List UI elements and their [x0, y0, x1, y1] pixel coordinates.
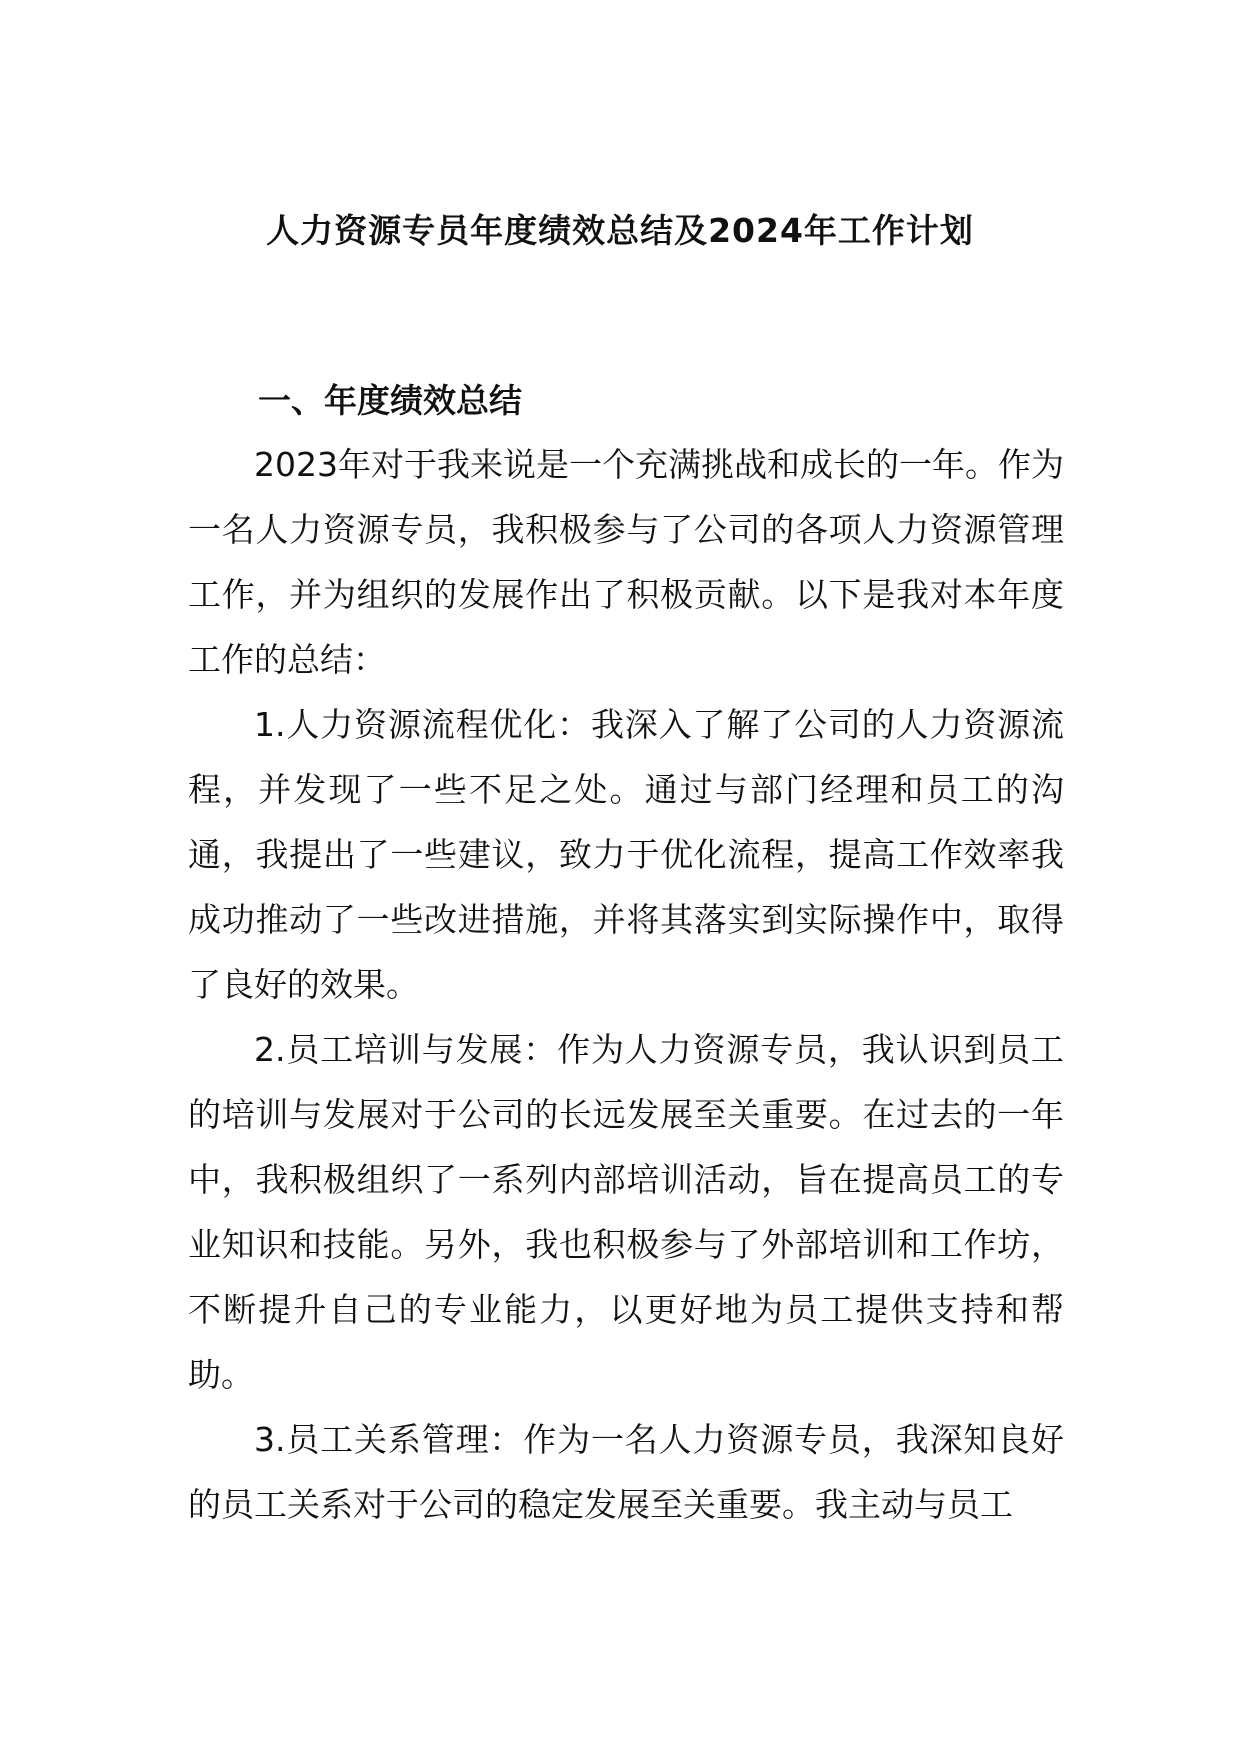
paragraph-item-3: 3.员工关系管理：作为一名人力资源专员，我深知良好的员工关系对于公司的稳定发展至关重要。我主动与员工: [188, 1420, 1064, 1524]
paragraph-item-1: 1.人力资源流程优化：我深入了解了公司的人力资源流程，并发现了一些不足之处。通过与部门经理和员工的沟通，我提出了一些建议，致力于优化流程，提高工作效率我成功推动了一些改进措施，并将其落实到实际操作中，取得了良好的效果。: [188, 705, 1064, 1004]
section-heading: 一、年度绩效总结: [258, 381, 522, 420]
document-body: [188, 432, 1064, 1537]
document-title: 人力资源专员年度绩效总结及2024年工作计划: [266, 211, 974, 250]
paragraph-item-2: 2.员工培训与发展：作为人力资源专员，我认识到员工的培训与发展对于公司的长远发展至关重要。在过去的一年中，我积极组织了一系列内部培训活动，旨在提高员工的专业知识和技能。另外，我也积极参与了外部培训和工作坊，不断提升自己的专业能力，以更好地为员工提供支持和帮助。: [188, 1030, 1064, 1394]
paragraph-intro: 2023年对于我来说是一个充满挑战和成长的一年。作为一名人力资源专员，我积极参与了公司的各项人力资源管理工作，并为组织的发展作出了积极贡献。以下是我对本年度工作的总结：: [188, 445, 1064, 679]
